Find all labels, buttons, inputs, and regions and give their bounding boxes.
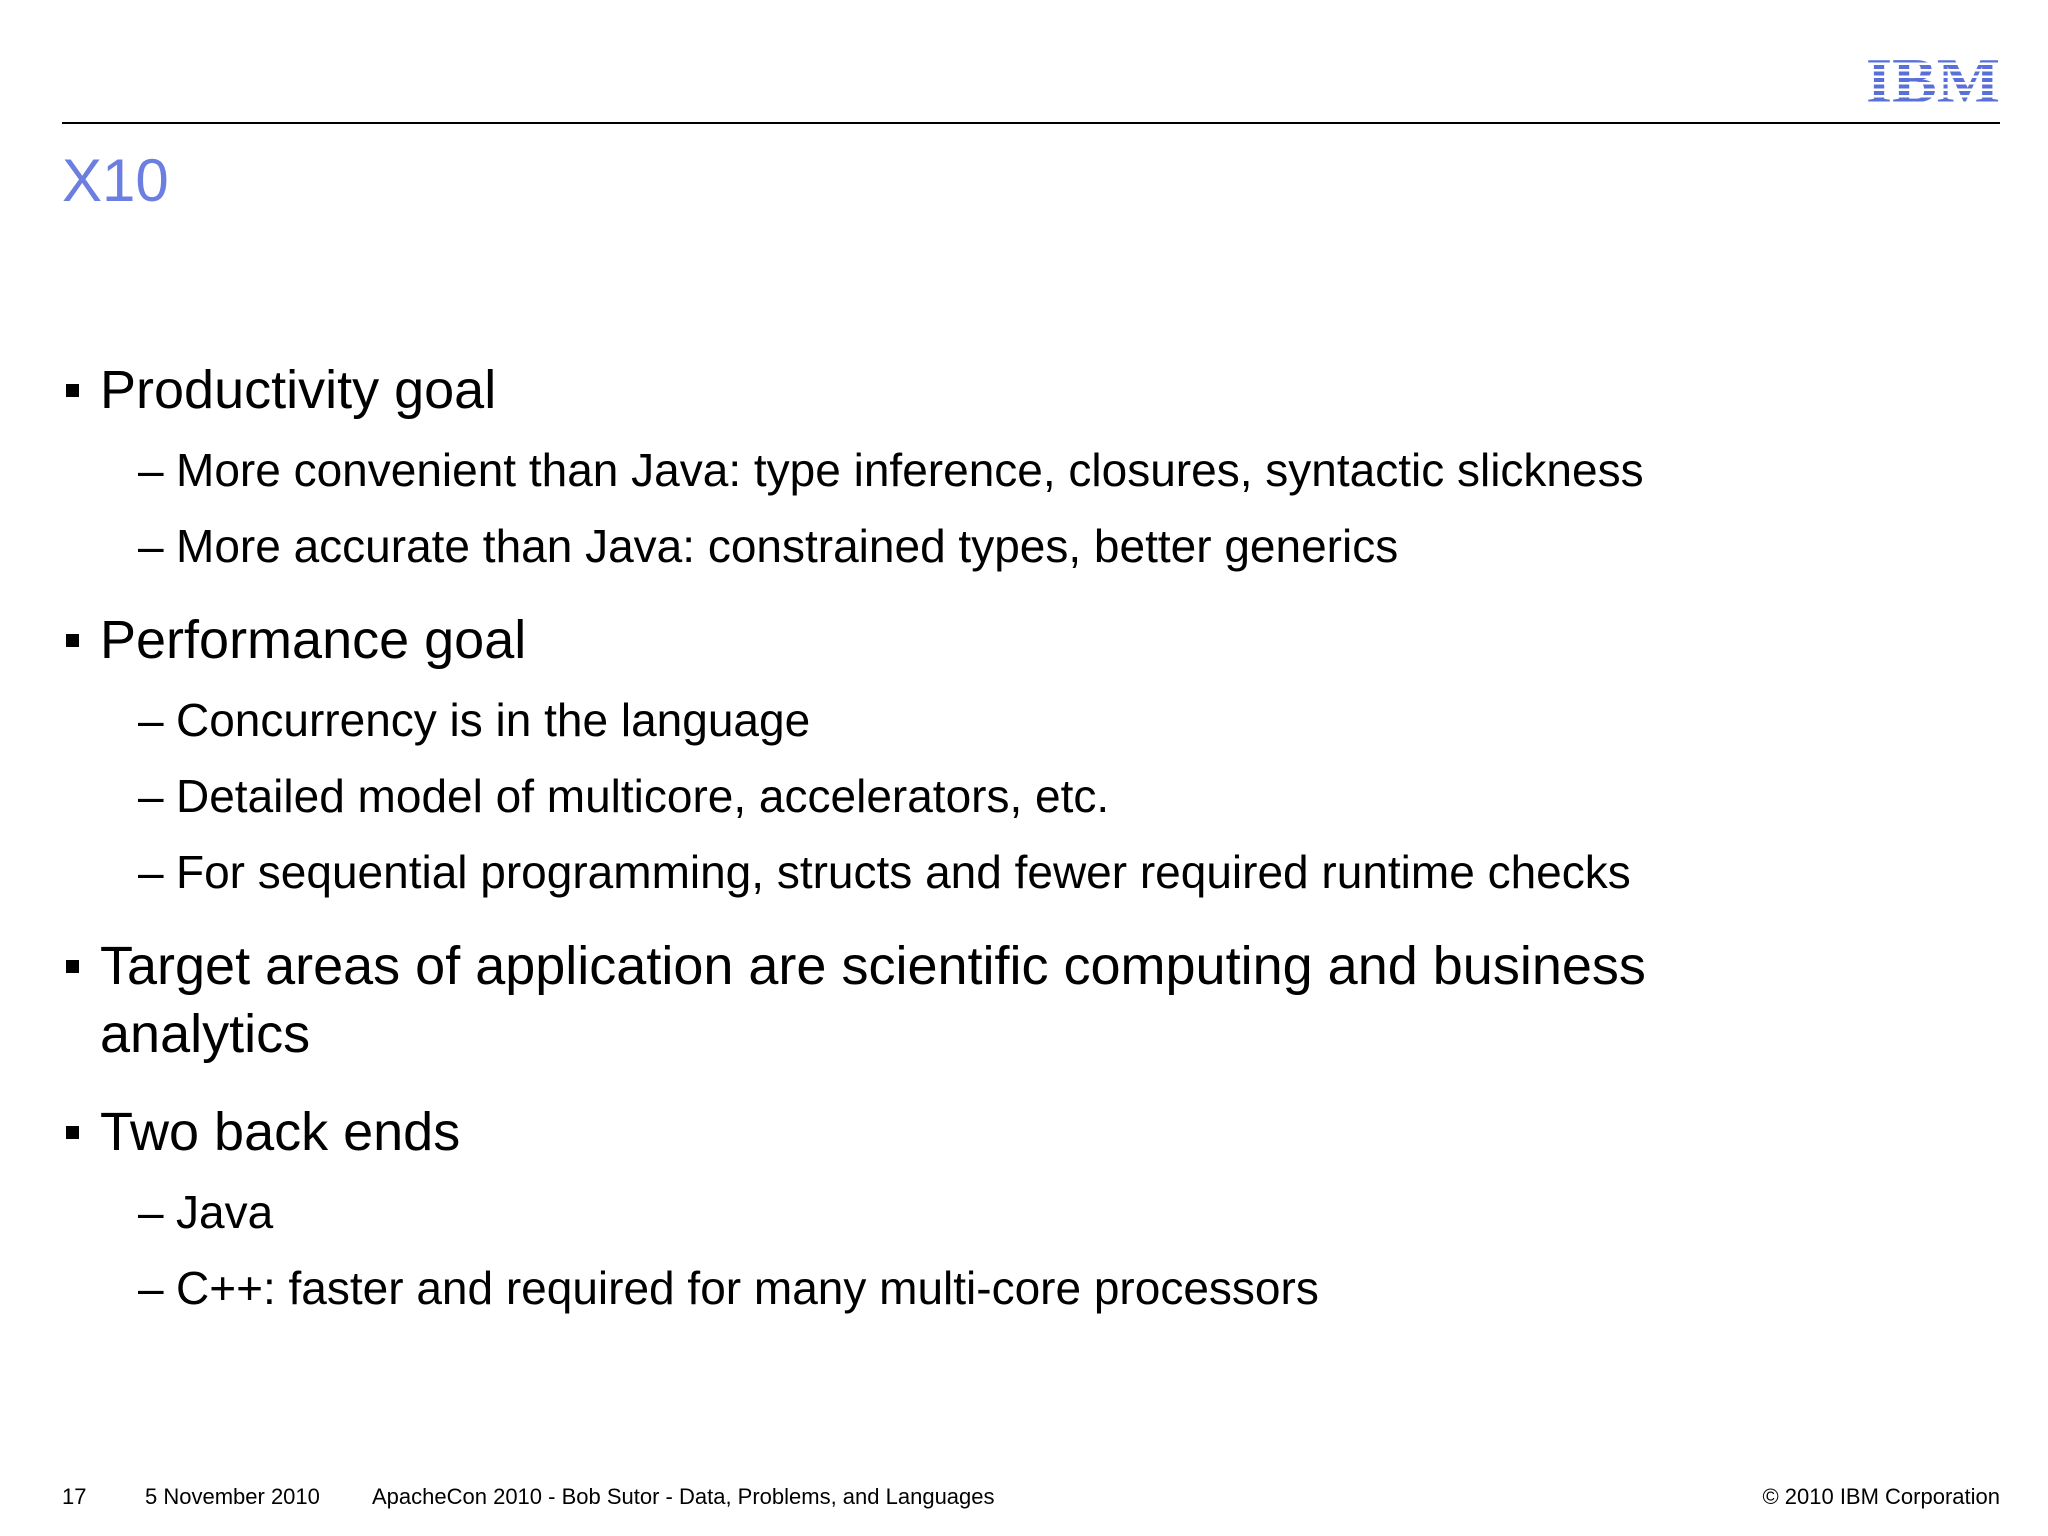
sub-bullet-text: More accurate than Java: constrained types, better generics	[176, 520, 1399, 572]
sub-bullet-text: More convenient than Java: type inference, closures, syntactic slickness	[176, 444, 1644, 496]
dash-marker: –	[138, 1262, 164, 1314]
sub-bullet-text: For sequential programming, structs and fewer required runtime checks	[176, 846, 1631, 898]
square-bullet-icon	[66, 960, 79, 973]
footer-page-number: 17	[62, 1484, 87, 1509]
sub-bullet-text: Concurrency is in the language	[176, 694, 811, 746]
dash-marker: –	[138, 846, 164, 898]
footer-date: 5 November 2010	[145, 1484, 320, 1509]
bullet-performance-goal	[62, 606, 1962, 674]
dash-marker: –	[138, 1186, 164, 1238]
sub-bullet	[62, 440, 1962, 500]
sub-bullet	[62, 1258, 1962, 1318]
ibm-logo-graphic	[1866, 52, 2000, 104]
sub-bullet	[62, 690, 1962, 750]
bullet-text-line-1: Target areas of application are scientific computing and business	[100, 936, 1646, 996]
square-bullet-icon	[66, 384, 79, 397]
sub-bullet	[62, 766, 1962, 826]
slide-body	[62, 356, 1962, 1318]
sub-bullet	[62, 516, 1962, 576]
square-bullet-icon	[66, 634, 79, 647]
bullet-text-line-2: analytics	[100, 1004, 311, 1064]
sub-bullet	[62, 1182, 1962, 1242]
sub-bullet-text: Java	[176, 1186, 274, 1238]
bullet-text: Performance goal	[100, 610, 527, 670]
footer-event: ApacheCon 2010 - Bob Sutor - Data, Problems, and Languages	[372, 1484, 995, 1509]
bullet-target-areas	[62, 932, 1840, 1068]
sub-bullet-text: Detailed model of multicore, accelerators, etc.	[176, 770, 1110, 822]
sub-bullet-text: C++: faster and required for many multi-core processors	[176, 1262, 1319, 1314]
header-rule	[62, 122, 2000, 124]
bullet-text: Two back ends	[100, 1102, 461, 1162]
sub-bullet	[62, 842, 1962, 902]
slide-title: X10	[62, 147, 169, 214]
dash-marker: –	[138, 694, 164, 746]
ibm-logo-text: IBM	[1866, 52, 2000, 104]
bullet-productivity-goal	[62, 356, 1962, 424]
dash-marker: –	[138, 520, 164, 572]
bullet-two-back-ends	[62, 1098, 1962, 1166]
dash-marker: –	[138, 770, 164, 822]
ibm-logo	[1866, 52, 2000, 104]
bullet-text: Productivity goal	[100, 360, 497, 420]
square-bullet-icon	[66, 1126, 79, 1139]
dash-marker: –	[138, 444, 164, 496]
footer-copyright: © 2010 IBM Corporation	[1762, 1484, 2000, 1509]
